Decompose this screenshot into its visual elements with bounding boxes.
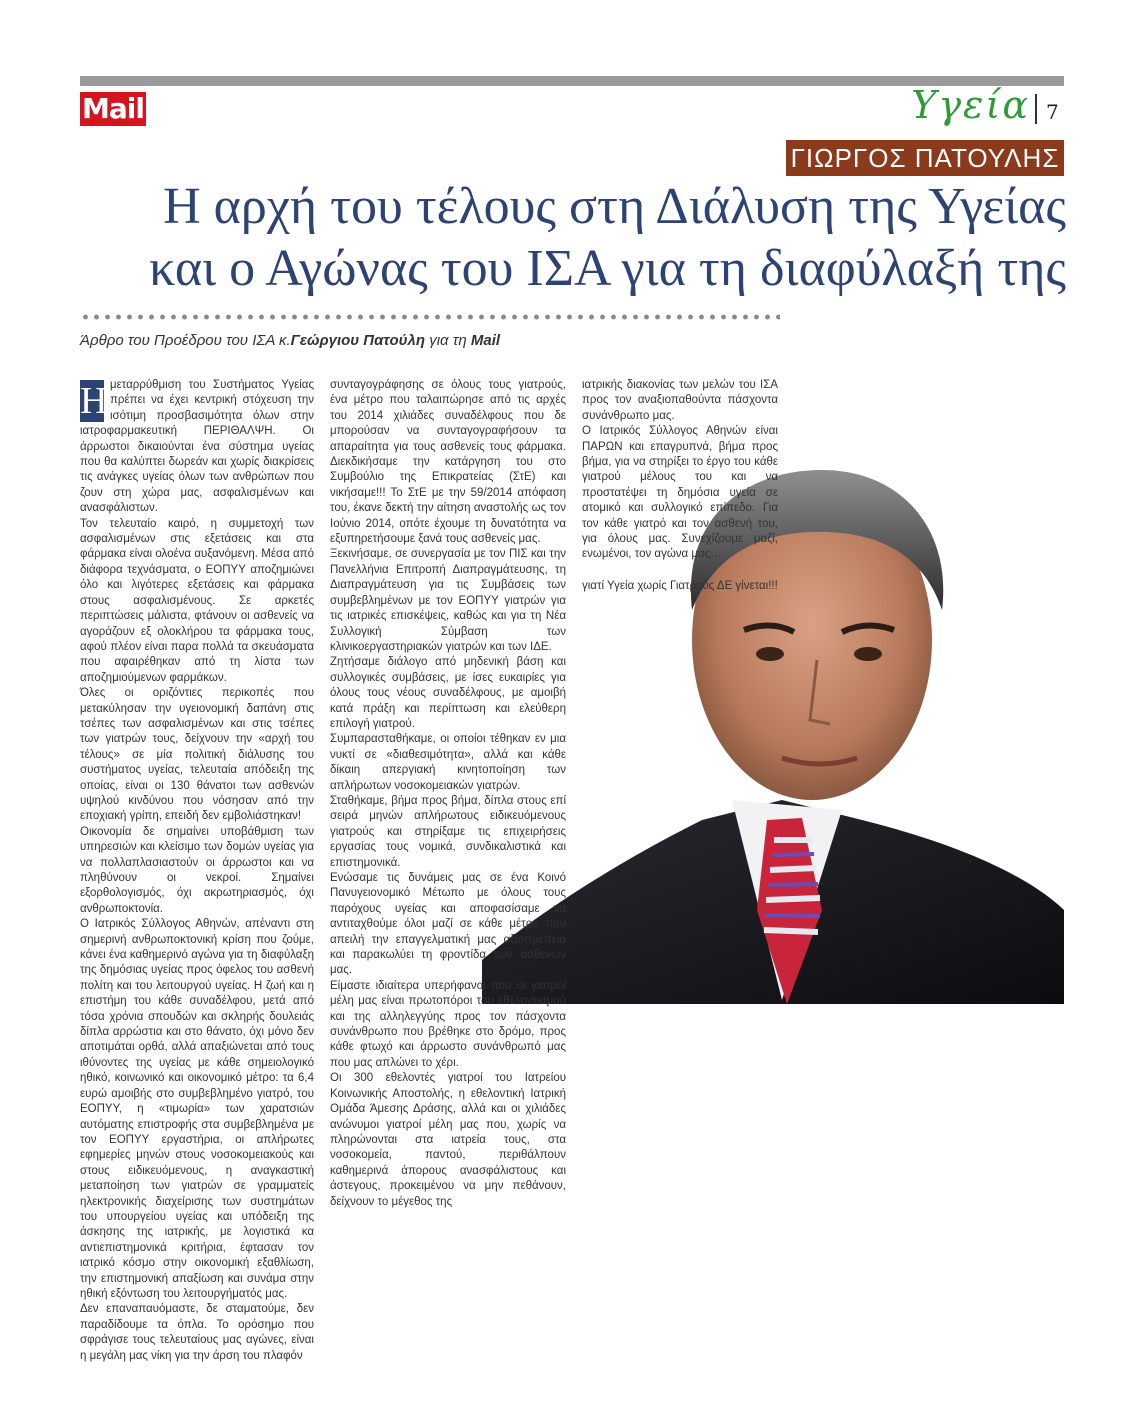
- page-number: 7: [1046, 100, 1059, 124]
- byline-publication: Mail: [470, 332, 501, 349]
- paragraph: Όλες οι οριζόντιες περικοπές που μετακύλησαν την υγειονομική δαπάνη στις τσέπες των ασφαλισμένων και στις τσέπες των γιατρών τους, δείχνουν την «αρχή του τέλους» σε μία πολιτική διάλυσης του συστήματος υγείας, τελευταία απόδειξη της οποίας, είναι οι 130 θάνατοι των ασθενών υψηλού κινδύνου που νόσησαν από την εποχιακή γρίπη, επειδή δεν εμβολιάστηκαν!: [80, 687, 314, 823]
- byline-prefix: Άρθρο του Προέδρου του ΙΣΑ κ.: [80, 332, 291, 349]
- byline-middle: για τη: [425, 332, 471, 349]
- paragraph: Οι 300 εθελοντές γιατροί του Ιατρείου Κοινωνικής Αποστολής, η εθελοντική Ιατρική Ομάδα Άμεσης Δράσης, αλλά και οι χιλιάδες ανώνυμοι γιατροί μέλη μας που, χωρίς να πληρώνονται στα ιατρεία τους, στα νοσοκομεία, παντού, περιθάλπουν καθημερινά άπορους ανασφάλιστους και άστεγους, προκειμένου να μην πεθάνουν, δείχνουν το μέγεθος της: [330, 1072, 566, 1208]
- dropcap: Η: [80, 380, 108, 422]
- headline-line-1: Η αρχή του τέλους στη Διάλυση της Υγείας: [163, 178, 1066, 235]
- article-column-2: [330, 378, 566, 1210]
- paragraph: Ο Ιατρικός Σύλλογος Αθηνών, απέναντι στη σημερινή ανθρωποκτονική κρίση που ζούμε, κάνει ένα καθημερινό αγώνα για τη διαφύλαξη της δημόσιας υγείας προς όφελος του ασθενή πολίτη και του λειτουργού υγείας. Η ζωή και η επιστήμη του κάθε συναδέλφου, μετά από τόσα χρόνια σπουδών και σκληρής δουλειάς δίπλα αρρώστια και στο θάνατο, όχι μόνο δεν αποτιμάται ορθά, αλλά απαξιώνεται από τους ιθύνοντες της υγείας με κάθε σημειολογικό ηθικό, κοινωνικό και οικονομικό μέτρο: τα 6,4 ευρώ αμοιβής στο συμβεβλημένο γιατρό, του ΕΟΠΥΥ, η «τιμωρία» των χαρατσιών αυτόματης επιστροφής στα συμβεβλημένα με τον ΕΟΠΥΥ εργαστήρια, οι απλήρωτες εφημερίες μηνών στους νοσοκομειακούς και στους ειδικευόμενους, η αναγκαστική μεταποίηση των γιατρών σε γραμματείς ηλεκτρονικής διαχείρισης των συστημάτων του υπουργείου υγείας και υπόδειξη της άσκησης της ιατρικής, με λογιστικά κα αντιεπιστημονικά κριτήρια, έφτασαν τον ιατρικό κόσμο στην οικονομική εξαθλίωση, την επιστημονική απαξίωση και συνάμα στην ηθική εξόντωση του λειτουργήματός μας.: [80, 918, 314, 1300]
- paragraph: Ο Ιατρικός Σύλλογος Αθηνών είναι ΠΑΡΩΝ και επαγρυπνά, βήμα προς βήμα, για να στηρίξει το έργο του κάθε γιατρού μέλους του και να προστατέψει τη δημόσια υγεία σε ατομικό και συλλογικό επίπεδο. Για τον κάθε γιατρό και τον ασθενή του, για όλους μας. Συνεχίζουμε μαζί, ενωμένοι, τον αγώνα μας…: [582, 425, 778, 561]
- paragraph-closing: γιατί Υγεία χωρίς Γιατρούς ΔΕ γίνεται!!!: [582, 579, 778, 592]
- paragraph: Ζητήσαμε διάλογο από μηδενική βάση και συλλογικές συμβάσεις, με ίσες ευκαιρίες για όλους τους νέους συναδέλφους, με αμοιβή κατά πράξη και περίπτωση και ελεύθερη επιλογή γιατρού.: [330, 656, 566, 730]
- author-tag: ΓΙΩΡΓΟΣ ΠΑΤΟΥΛΗΣ: [786, 140, 1064, 176]
- paragraph: Συμπαρασταθήκαμε, οι οποίοι τέθηκαν εν μια νυκτί σε «διαθεσιμότητα», αλλά και κάθε δίκαιη απεργιακή κινητοποίηση των απλήρωτων νοσοκομειακών γιατρών.: [330, 733, 566, 792]
- byline: [80, 332, 760, 349]
- section-divider: [1035, 94, 1037, 124]
- mail-logo: Mail: [80, 92, 146, 126]
- paragraph: συνταγογράφησης σε όλους τους γιατρούς, ένα μέτρο που ταλαιπώρησε από τις αρχές του 2014 χιλιάδες συναδέλφους που δε μπορούσαν να συνταγογραφήσουν τα απαραίτητα για τους ασθενείς τους φάρμακα. Διεκδικήσαμε την κατάργηση του στο Συμβούλιο της Επικρατείας (ΣτΕ) και νικήσαμε!!! Το ΣτΕ με την 59/2014 απόφαση του, έκανε δεκτή την αίτηση αναστολής ως τον Ιούνιο 2014, οπότε έχουμε τη δυνατότητα να εξυπηρετήσουμε ξανά τους ασθενείς μας.: [330, 379, 566, 546]
- paragraph: Σταθήκαμε, βήμα προς βήμα, δίπλα στους επί σειρά μηνών απλήρωτους ειδικευόμενους γιατρούς και στηρίξαμε τις επιχειρήσεις εργασίας τους νομικά, συνδικαλιστικά και επιστημονικά.: [330, 794, 566, 869]
- paragraph: Δεν επαναπαυόμαστε, δε σταματούμε, δεν παραδίδουμε τα όπλα. Το ορόσημο που σφράγισε τους τελευταίους μας αγώνες, είναι η μεγάλη μας νίκη για την άρση του πλαφόν: [80, 1303, 314, 1362]
- paragraph: Ενώσαμε τις δυνάμεις μας σε ένα Κοινό Πανυγειονομικό Μέτωπο με όλους τους παρόχους υγείας και αποφασίσαμε να αντιταχθούμε όλοι μαζί σε κάθε μέτρο που απειλή την επαγγελματική μας αξιοπρέπεια και παρακωλύει τη φροντίδα των ασθενών μας.: [330, 872, 566, 977]
- dotted-divider: [80, 314, 780, 320]
- paragraph: ιατρικής διακονίας των μελών του ΙΣΑ προς τον αναξιοπαθούντα πάσχοντα συνάνθρωπο μας.: [582, 379, 778, 422]
- headline-line-2: και ο Αγώνας του ΙΣΑ για τη διαφύλαξή της: [149, 240, 1066, 297]
- paragraph: μεταρρύθμιση του Συστήματος Υγείας πρέπει να έχει κεντρική στόχευση την ισότιμη προσβασιμότητα όλων στην ιατροφαρμακευτική ΠΕΡΙΘΑΛΨΗ. Οι άρρωστοι δικαιούνται ένα σύστημα υγείας που θα καλύπτει δωρεάν και χωρίς διακρίσεις τις ανάγκες υγείας όλων των ανθρώπων που ζουν στη χώρα μας, ασφαλισμένων και ανασφάλιστων.: [80, 379, 314, 515]
- article-column-3: [582, 378, 778, 594]
- paragraph: Τον τελευταίο καιρό, η συμμετοχή των ασφαλισμένων στις εξετάσεις και στα φάρμακα είναι ολοένα αυξανόμενη. Μέσα από διάφορα τεχνάσματα, ο ΕΟΠΥΥ αποζημιώνει όλο και λιγότερες εξετάσεις και φάρμακα στους ασφαλισμένους. Σε αρκετές περιπτώσεις μάλιστα, φτάνουν οι ασθενείς να αγοράζουν εξ ολοκλήρου τα φάρμακα τους, αφού πλέον είναι παρα πολλά τα σκευάσματα που αφαιρέθηκαν από τη λίστα των αποζημιούμενων φαρμάκων.: [80, 517, 314, 684]
- paragraph: Είμαστε ιδιαίτερα υπερήφανοι που οι γιατροί μέλη μας είναι πρωτοπόροι του εθελοντισμού και της αλληλεγγύης προς τον πάσχοντα συνάνθρωπο που βρέθηκε στο δρόμο, προς κάθε φτωχό και άρρωστο συνάνθρωπό μας που μας απλώνει το χέρι.: [330, 979, 566, 1069]
- article-column-1: [80, 378, 314, 1364]
- headline: [60, 176, 1066, 300]
- paragraph: Οικονομία δε σημαίνει υποβάθμιση των υπηρεσιών και κλείσιμο των δομών υγείας για να πολλαπλασιαστούν οι άρρωστοι και να πληθύνουν οι νεκροί. Σημαίνει εξορθολογισμός, όχι ακρωτηριασμός, όχι ανθρωποκτονία.: [80, 825, 314, 915]
- paragraph: Ξεκινήσαμε, σε συνεργασία με τον ΠΙΣ και την Πανελλήνια Επιτροπή Διαπραγμάτευσης, τη Διαπραγμάτευση για τις Συμβάσεις των συμβεβλημένων με τον ΕΟΠΥΥ γιατρών για τις ιατρικές επισκέψεις, καθώς και για τη Νέα Συλλογική Σύμβαση των κλινικοεργαστηριακών γιατρών και των ΙΔΕ.: [330, 548, 566, 653]
- section-title: Υγεία: [911, 83, 1030, 127]
- byline-name: Γεώργιου Πατούλη: [290, 332, 426, 349]
